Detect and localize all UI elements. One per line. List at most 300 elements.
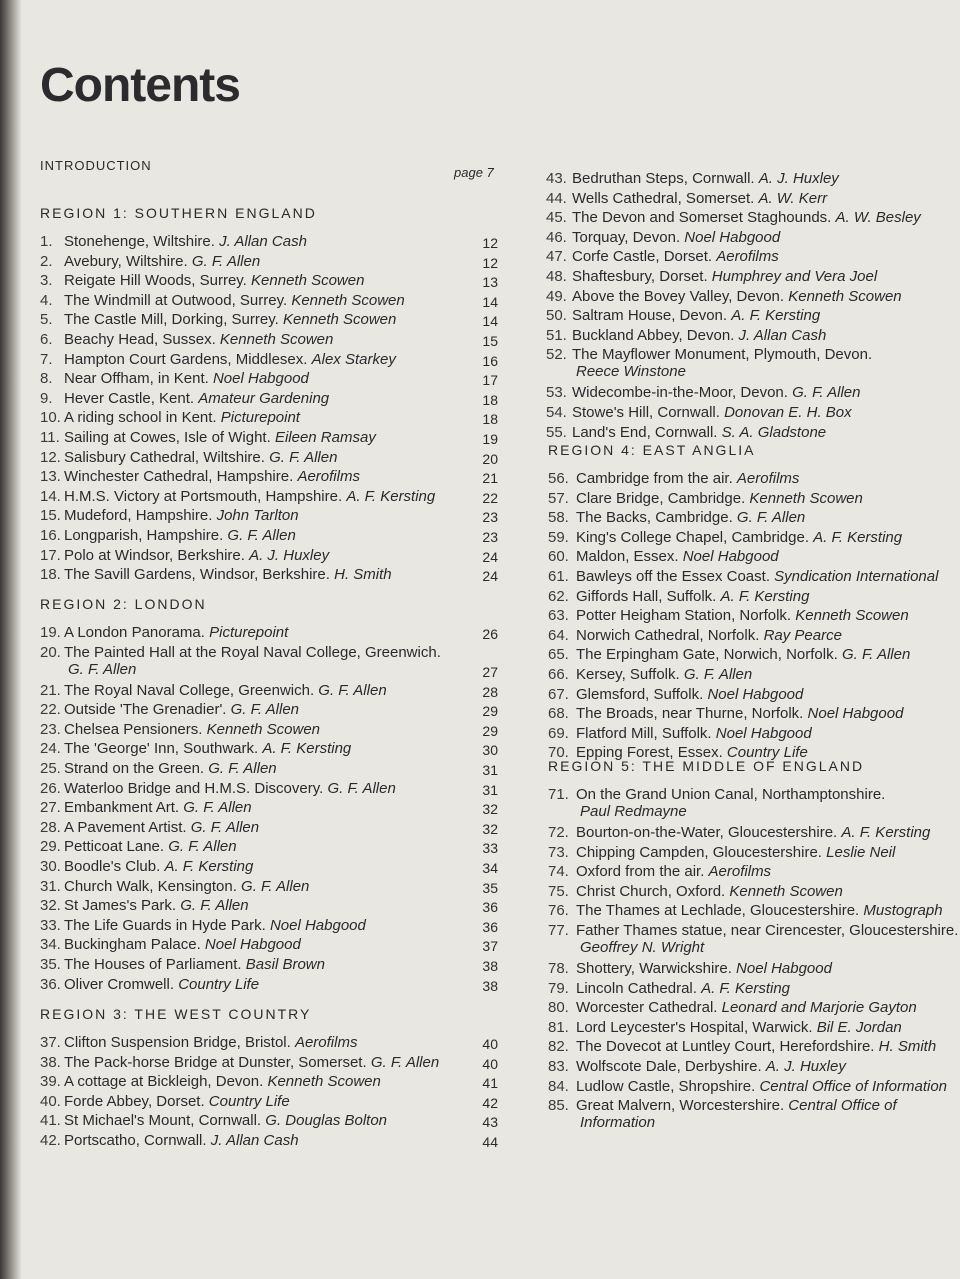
entry-credit: G. F. Allen — [168, 838, 237, 856]
entry-credit: G. F. Allen — [318, 681, 387, 699]
toc-entry — [40, 956, 325, 973]
entry-title: Wells Cathedral, Somerset. — [572, 189, 759, 207]
entry-credit: Kenneth Scowen — [788, 287, 902, 305]
entry-title: Salisbury Cathedral, Wiltshire. — [64, 448, 270, 466]
entry-title: Clare Bridge, Cambridge. — [576, 489, 750, 507]
entry-credit: Noel Habgood — [212, 370, 309, 388]
entry-number: 17. — [40, 546, 61, 564]
entry-title: Clifton Suspension Bridge, Bristol. — [64, 1034, 295, 1051]
entry-credit: G. F. Allen — [241, 877, 310, 895]
entry-credit: G. F. Allen — [841, 646, 911, 664]
entry-credit: G. F. Allen — [191, 252, 261, 270]
entry-number: 67. — [548, 685, 569, 703]
entry-title: Oxford from the air. — [576, 863, 709, 881]
entry-credit: Kenneth Scowen — [795, 607, 909, 625]
entry-number: 60. — [548, 548, 569, 566]
entry-number: 41. — [40, 1112, 61, 1130]
entry-number: 35. — [40, 956, 61, 973]
entry-title: Norwich Cathedral, Norfolk. — [576, 626, 764, 644]
toc-entry — [40, 292, 405, 309]
entry-page-number: 32 — [482, 801, 498, 818]
entry-credit: Noel Habgood — [736, 960, 832, 977]
entry-credit: Noel Habgood — [682, 548, 779, 566]
entry-page-number: 34 — [482, 860, 498, 876]
entry-title: The Life Guards in Hyde Park. — [64, 916, 270, 934]
entry-title: Near Offham, in Kent. — [64, 370, 213, 388]
entry-number: 54. — [546, 404, 567, 421]
entry-credit: Ray Pearce — [763, 626, 842, 644]
entry-number: 66. — [548, 666, 569, 683]
entry-title: Winchester Cathedral, Hampshire. — [64, 468, 298, 486]
entry-title: Glemsford, Suffolk. — [576, 685, 708, 703]
entry-page-number: 37 — [482, 938, 498, 955]
entry-title: Giffords Hall, Suffolk. — [576, 587, 721, 605]
entry-number: 71. — [548, 786, 569, 803]
entry-credit: G. F. Allen — [269, 448, 338, 466]
entry-credit: H. Smith — [878, 1038, 937, 1056]
toc-entry — [546, 229, 780, 246]
entry-number: 20. — [40, 643, 61, 661]
entry-number: 84. — [548, 1077, 569, 1095]
toc-entry — [40, 253, 260, 270]
entry-number: 48. — [546, 268, 567, 285]
entry-page-number: 16 — [482, 352, 498, 369]
entry-number: 6. — [40, 331, 53, 348]
toc-entry — [40, 760, 277, 777]
toc-entry — [40, 488, 435, 505]
entry-number: 2. — [40, 252, 53, 270]
entry-number: 59. — [548, 528, 569, 546]
entry-title: A riding school in Kent. — [64, 409, 221, 427]
entry-number: 5. — [40, 311, 53, 329]
entry-number: 9. — [40, 389, 53, 407]
entry-title: Sailing at Cowes, Isle of Wight. — [64, 429, 275, 446]
entry-page-number: 24 — [482, 568, 498, 585]
entry-credit: Noel Habgood — [807, 705, 904, 723]
entry-number: 56. — [548, 470, 569, 487]
entry-page-number: 26 — [482, 626, 498, 642]
entry-credit: Aerofilms — [708, 863, 772, 881]
entry-credit: Picturepoint — [220, 409, 300, 427]
entry-number: 21. — [40, 681, 61, 699]
entry-page-number: 20 — [482, 450, 498, 467]
entry-number: 83. — [548, 1058, 569, 1075]
entry-page-number: 19 — [482, 431, 498, 447]
entry-credit: J. Allan Cash — [210, 1132, 299, 1149]
entry-title: Bedruthan Steps, Cornwall. — [572, 170, 759, 187]
entry-title: Embankment Art. — [64, 799, 184, 817]
entry-number: 29. — [40, 838, 61, 856]
entry-title: Maldon, Essex. — [576, 548, 683, 566]
entry-credit: Aerofilms — [736, 470, 800, 487]
entry-title: The Castle Mill, Dorking, Surrey. — [64, 311, 283, 329]
toc-entry — [40, 331, 333, 348]
entry-credit: Leonard and Marjorie Gayton — [721, 999, 917, 1017]
entry-page-number: 44 — [482, 1134, 498, 1150]
region-heading: REGION 2: LONDON — [40, 596, 207, 612]
entry-title: Great Malvern, Worcestershire. — [576, 1097, 789, 1115]
entry-title: Christ Church, Oxford. — [576, 882, 730, 900]
entry-credit: A. F. Kersting — [164, 858, 254, 875]
entry-credit: Basil Brown — [245, 956, 325, 973]
entry-page-number: 29 — [482, 722, 498, 739]
entry-credit: G. F. Allen — [227, 527, 296, 544]
entry-number: 27. — [40, 799, 61, 817]
entry-number: 8. — [40, 370, 53, 388]
entry-title: The Devon and Somerset Staghounds. — [572, 209, 836, 227]
toc-entry — [40, 1112, 387, 1129]
entry-page-number: 17 — [482, 372, 498, 389]
entry-number: 12. — [40, 448, 61, 466]
entry-page-number: 15 — [482, 333, 498, 349]
entry-title: Chelsea Pensioners. — [64, 720, 207, 738]
entry-title: Worcester Cathedral. — [576, 999, 722, 1017]
entry-page-number: 29 — [482, 703, 498, 720]
entry-title: Petticoat Lane. — [64, 838, 169, 856]
entry-title: St Michael's Mount, Cornwall. — [64, 1112, 266, 1130]
toc-entry — [548, 490, 863, 507]
toc-entry — [548, 1058, 846, 1075]
entry-number: 55. — [546, 423, 567, 441]
toc-entry — [40, 682, 387, 699]
toc-entry — [40, 721, 320, 738]
entry-title: Hever Castle, Kent. — [64, 389, 199, 407]
entry-number: 18. — [40, 566, 61, 584]
entry-credit: G. F. Allen — [736, 509, 806, 527]
entry-title: St James's Park. — [64, 897, 181, 915]
entry-page-number: 35 — [482, 879, 498, 896]
entry-credit: A. J. Huxley — [758, 170, 839, 187]
entry-page-number: 27 — [482, 663, 498, 680]
entry-credit: G. F. Allen — [183, 799, 252, 817]
entry-number: 4. — [40, 291, 53, 309]
toc-entry — [40, 233, 307, 250]
entry-title: A cottage at Bickleigh, Devon. — [64, 1073, 268, 1091]
toc-entry — [40, 409, 300, 426]
entry-title: Avebury, Wiltshire. — [64, 252, 192, 270]
entry-title: The Thames at Lechlade, Gloucestershire. — [576, 902, 864, 920]
entry-number: 7. — [40, 350, 53, 368]
entry-page-number: 18 — [482, 411, 498, 428]
entry-credit: Mustograph — [863, 902, 943, 920]
entry-page-number: 31 — [482, 762, 498, 778]
toc-entry — [548, 627, 842, 644]
toc-entry — [40, 449, 337, 466]
entry-title: Flatford Mill, Suffolk. — [576, 724, 716, 742]
entry-number: 47. — [546, 248, 567, 266]
toc-entry — [40, 701, 299, 718]
toc-entry — [548, 999, 917, 1016]
toc-entry — [546, 424, 826, 441]
entry-number: 73. — [548, 843, 569, 861]
entry-title: Longparish, Hampshire. — [64, 527, 228, 544]
entry-number: 53. — [546, 384, 567, 402]
toc-entry — [548, 786, 885, 820]
entry-credit: G. F. Allen — [180, 897, 249, 915]
entry-credit: Kenneth Scowen — [282, 311, 397, 329]
entry-page-number: 28 — [482, 683, 498, 700]
entry-number: 31. — [40, 877, 61, 895]
entry-credit-continued: G. F. Allen — [68, 660, 137, 678]
entry-credit: A. W. Besley — [835, 209, 921, 227]
entry-title: King's College Chapel, Cambridge. — [576, 528, 814, 546]
entry-number: 45. — [546, 209, 567, 227]
entry-credit: G. F. Allen — [208, 760, 277, 777]
entry-credit: A. F. Kersting — [841, 824, 931, 841]
entry-credit: Kenneth Scowen — [251, 272, 365, 290]
entry-page-number: 31 — [482, 781, 498, 798]
toc-entry — [40, 819, 259, 836]
toc-entry — [40, 370, 309, 387]
toc-entry — [40, 624, 288, 641]
entry-credit: Aerofilms — [294, 1034, 358, 1051]
entry-title: The Broads, near Thurne, Norfolk. — [576, 705, 808, 723]
entry-number: 79. — [548, 979, 569, 997]
toc-entry — [40, 799, 252, 816]
entry-credit: Kenneth Scowen — [206, 720, 321, 738]
entry-title: Bawleys off the Essex Coast. — [576, 568, 775, 585]
toc-entry — [548, 863, 771, 880]
entry-credit: Leslie Neil — [826, 843, 896, 861]
entry-number: 68. — [548, 705, 569, 723]
entry-page-number: 24 — [482, 548, 498, 565]
toc-entry — [548, 705, 903, 722]
entry-number: 62. — [548, 587, 569, 605]
entry-number: 33. — [40, 916, 61, 934]
entry-number: 23. — [40, 720, 61, 738]
toc-entry — [548, 529, 902, 546]
toc-entry — [40, 936, 301, 953]
toc-entry — [548, 568, 938, 585]
entry-number: 85. — [548, 1097, 569, 1115]
entry-title: Stonehenge, Wiltshire. — [64, 233, 220, 250]
entry-page-number: 40 — [482, 1036, 498, 1052]
entry-credit: A. F. Kersting — [346, 487, 436, 505]
toc-entry — [546, 346, 872, 380]
entry-number: 32. — [40, 897, 61, 915]
entry-title: Widecombe-in-the-Moor, Devon. — [572, 384, 793, 402]
toc-entry — [40, 429, 376, 446]
entry-number: 72. — [548, 824, 569, 841]
entry-title: The Backs, Cambridge. — [576, 509, 737, 527]
toc-entry — [40, 878, 309, 895]
entry-credit: Picturepoint — [209, 624, 289, 641]
entry-number: 52. — [546, 346, 567, 364]
entry-title: Cambridge from the air. — [576, 470, 737, 487]
page-title: Contents — [40, 59, 240, 112]
toc-entry — [548, 1078, 947, 1095]
toc-entry — [546, 327, 826, 344]
entry-credit: Central Office of Information — [759, 1077, 948, 1095]
toc-entry — [40, 897, 249, 914]
entry-credit: G. F. Allen — [327, 779, 396, 797]
entry-title: The 'George' Inn, Southwark. — [64, 740, 263, 758]
toc-entry — [548, 1038, 936, 1055]
entry-number: 58. — [548, 509, 569, 527]
entry-number: 26. — [40, 779, 61, 797]
entry-credit: Noel Habgood — [269, 916, 366, 934]
entry-number: 49. — [546, 287, 567, 305]
toc-entry — [548, 844, 895, 861]
entry-credit: A. W. Kerr — [758, 189, 828, 207]
entry-credit: G. F. Allen — [230, 701, 300, 719]
entry-number: 16. — [40, 527, 61, 544]
region-heading: REGION 5: THE MIDDLE OF ENGLAND — [548, 758, 865, 774]
entry-page-number: 32 — [482, 820, 498, 837]
toc-entry — [548, 902, 943, 919]
entry-number: 13. — [40, 468, 61, 486]
entry-number: 75. — [548, 882, 569, 900]
entry-title: Buckland Abbey, Devon. — [572, 326, 739, 344]
entry-credit: Kenneth Scowen — [749, 489, 863, 507]
entry-number: 57. — [548, 489, 569, 507]
entry-credit-continued: Geoffrey N. Wright — [580, 939, 705, 956]
entry-title: The Houses of Parliament. — [64, 956, 246, 973]
entry-number: 69. — [548, 724, 569, 742]
entry-page-number: 23 — [482, 529, 498, 545]
entry-credit: A. F. Kersting — [813, 528, 903, 546]
toc-entry — [40, 311, 396, 328]
entry-number: 11. — [40, 429, 60, 446]
entry-credit: Kenneth Scowen — [729, 882, 843, 900]
toc-entry — [40, 644, 441, 678]
toc-entry — [40, 1132, 299, 1149]
entry-title: Kersey, Suffolk. — [576, 666, 684, 683]
toc-entry — [548, 883, 843, 900]
entry-title: The Royal Naval College, Greenwich. — [64, 681, 319, 699]
introduction-page: page 7 — [454, 165, 494, 180]
entry-number: 77. — [548, 922, 569, 939]
entry-number: 80. — [548, 999, 569, 1017]
toc-entry — [40, 527, 296, 544]
entry-credit: Noel Habgood — [707, 685, 804, 703]
entry-page-number: 41 — [482, 1075, 498, 1092]
entry-credit: Kenneth Scowen — [267, 1073, 381, 1091]
toc-entry — [548, 509, 805, 526]
entry-number: 10. — [40, 409, 61, 427]
entry-credit: J. Allan Cash — [738, 326, 827, 344]
entry-number: 40. — [40, 1092, 61, 1110]
entry-credit: Aerofilms — [297, 468, 360, 486]
entry-title: Torquay, Devon. — [572, 228, 685, 246]
toc-entry — [548, 1097, 897, 1131]
entry-credit-continued: Paul Redmayne — [580, 803, 687, 820]
entry-credit: Eileen Ramsay — [274, 429, 376, 446]
toc-entry — [546, 248, 779, 265]
entry-credit: H. Smith — [334, 566, 392, 584]
entry-number: 42. — [40, 1132, 61, 1149]
toc-entry — [546, 384, 860, 401]
entry-number: 50. — [546, 307, 567, 325]
entry-page-number: 42 — [482, 1094, 498, 1111]
toc-entry — [40, 1093, 290, 1110]
entry-page-number: 14 — [482, 293, 498, 310]
toc-entry — [546, 190, 827, 207]
entry-page-number: 36 — [482, 918, 498, 935]
entry-title: Shaftesbury, Dorset. — [572, 268, 712, 285]
entry-number: 15. — [40, 507, 61, 525]
toc-entry — [548, 922, 958, 956]
entry-number: 34. — [40, 936, 61, 954]
entry-number: 14. — [40, 487, 61, 505]
entry-title: Ludlow Castle, Shropshire. — [576, 1077, 760, 1095]
entry-credit: Noel Habgood — [715, 724, 812, 742]
entry-title: Oliver Cromwell. — [64, 975, 179, 993]
entry-number: 43. — [546, 170, 567, 187]
entry-credit: A. J. Huxley — [765, 1058, 846, 1075]
toc-entry — [40, 976, 259, 993]
entry-number: 64. — [548, 626, 569, 644]
entry-title: Lincoln Cathedral. — [576, 979, 702, 997]
entry-number: 65. — [548, 646, 569, 664]
entry-number: 22. — [40, 701, 61, 719]
toc-entry — [548, 980, 790, 997]
entry-number: 36. — [40, 975, 61, 993]
entry-number: 25. — [40, 760, 61, 777]
entry-page-number: 21 — [482, 470, 498, 487]
entry-credit: G. F. Allen — [370, 1053, 440, 1071]
entry-page-number: 22 — [482, 489, 498, 506]
entry-credit: A. F. Kersting — [720, 587, 810, 605]
entry-number: 37. — [40, 1034, 61, 1051]
entry-title: Portscatho, Cornwall. — [64, 1132, 211, 1149]
entry-number: 1. — [40, 233, 53, 250]
entry-page-number: 18 — [482, 391, 498, 408]
entry-number: 63. — [548, 607, 569, 625]
entry-title: Potter Heigham Station, Norfolk. — [576, 607, 796, 625]
entry-credit-continued: Reece Winstone — [576, 363, 686, 381]
entry-title: The Savill Gardens, Windsor, Berkshire. — [64, 566, 335, 584]
toc-entry — [40, 838, 237, 855]
entry-title: A Pavement Artist. — [64, 818, 191, 836]
region-heading: REGION 4: EAST ANGLIA — [548, 442, 756, 458]
entry-credit: Syndication International — [774, 568, 939, 585]
entry-credit: Amateur Gardening — [198, 389, 330, 407]
entry-credit: G. F. Allen — [792, 384, 861, 402]
entry-title: Beachy Head, Sussex. — [64, 331, 220, 348]
toc-entry — [40, 917, 366, 934]
entry-credit: Country Life — [726, 744, 808, 762]
toc-entry — [548, 607, 909, 624]
entry-credit: G. F. Allen — [190, 818, 260, 836]
entry-number: 28. — [40, 818, 61, 836]
entry-credit: Central Office of — [788, 1097, 897, 1115]
region-heading: REGION 1: SOUTHERN ENGLAND — [40, 205, 317, 221]
entry-credit: G. Douglas Bolton — [265, 1112, 388, 1130]
toc-entry — [546, 170, 839, 187]
entry-number: 30. — [40, 858, 61, 875]
entry-page-number: 30 — [482, 742, 498, 759]
entry-title: Reigate Hill Woods, Surrey. — [64, 272, 252, 290]
toc-entry — [40, 1054, 439, 1071]
entry-title: Saltram House, Devon. — [572, 307, 732, 325]
entry-title: The Pack-horse Bridge at Dunster, Somerset. — [64, 1053, 371, 1071]
entry-page-number: 40 — [482, 1055, 498, 1072]
entry-title: Land's End, Cornwall. — [572, 423, 722, 441]
entry-page-number: 12 — [482, 235, 498, 251]
entry-page-number: 14 — [482, 313, 498, 330]
entry-number: 51. — [546, 326, 567, 344]
entry-credit: Alex Starkey — [311, 350, 396, 368]
entry-credit: Kenneth Scowen — [219, 331, 334, 348]
toc-entry — [548, 824, 930, 841]
entry-credit: A. F. Kersting — [701, 979, 791, 997]
toc-entry — [40, 547, 329, 564]
entry-number: 39. — [40, 1073, 61, 1091]
entry-title: Bourton-on-the-Water, Gloucestershire. — [576, 824, 842, 841]
toc-entry — [40, 566, 392, 583]
entry-title: Buckingham Palace. — [64, 936, 205, 954]
